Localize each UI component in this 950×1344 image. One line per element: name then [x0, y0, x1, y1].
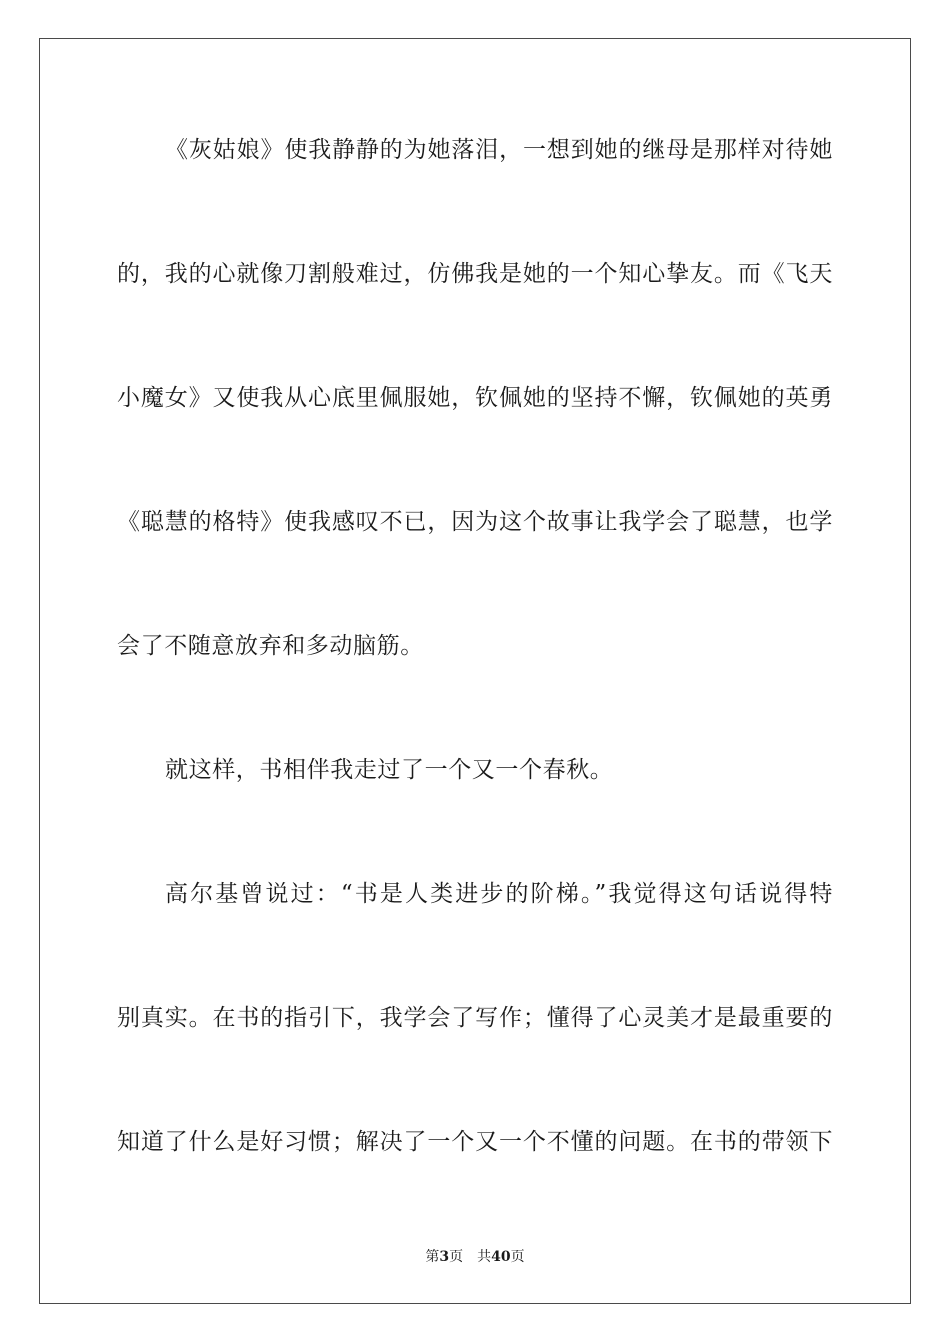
text-line-5: 会了不随意放弃和多动脑筋。	[117, 633, 424, 659]
text-line-9: 知道了什么是好习惯；解决了一个又一个不懂的问题。在书的带领下	[117, 1129, 833, 1155]
text-line-6: 就这样，书相伴我走过了一个又一个春秋。	[165, 757, 614, 783]
text-line-1: 《灰姑娘》使我静静的为她落泪，一想到她的继母是那样对待她	[165, 137, 833, 163]
text-line-8: 别真实。在书的指引下，我学会了写作；懂得了心灵美才是最重要的	[117, 1005, 833, 1031]
text-line-7: 高尔基曾说过：“书是人类进步的阶梯。”我觉得这句话说得特	[165, 881, 833, 907]
total-prefix: 共	[477, 1249, 492, 1265]
page-footer	[0, 1248, 950, 1266]
page-prefix: 第	[425, 1249, 440, 1265]
total-suffix: 页	[510, 1249, 525, 1265]
text-line-4: 《聪慧的格特》使我感叹不已，因为这个故事让我学会了聪慧，也学	[117, 509, 833, 535]
page-suffix: 页	[449, 1249, 464, 1265]
total-pages: 40	[491, 1249, 511, 1265]
page-number: 3	[439, 1249, 450, 1265]
text-line-3: 小魔女》又使我从心底里佩服她，钦佩她的坚持不懈，钦佩她的英勇	[117, 385, 833, 411]
page-border	[39, 38, 911, 1304]
text-line-2: 的，我的心就像刀割般难过，仿佛我是她的一个知心挚友。而《飞天	[117, 261, 833, 287]
